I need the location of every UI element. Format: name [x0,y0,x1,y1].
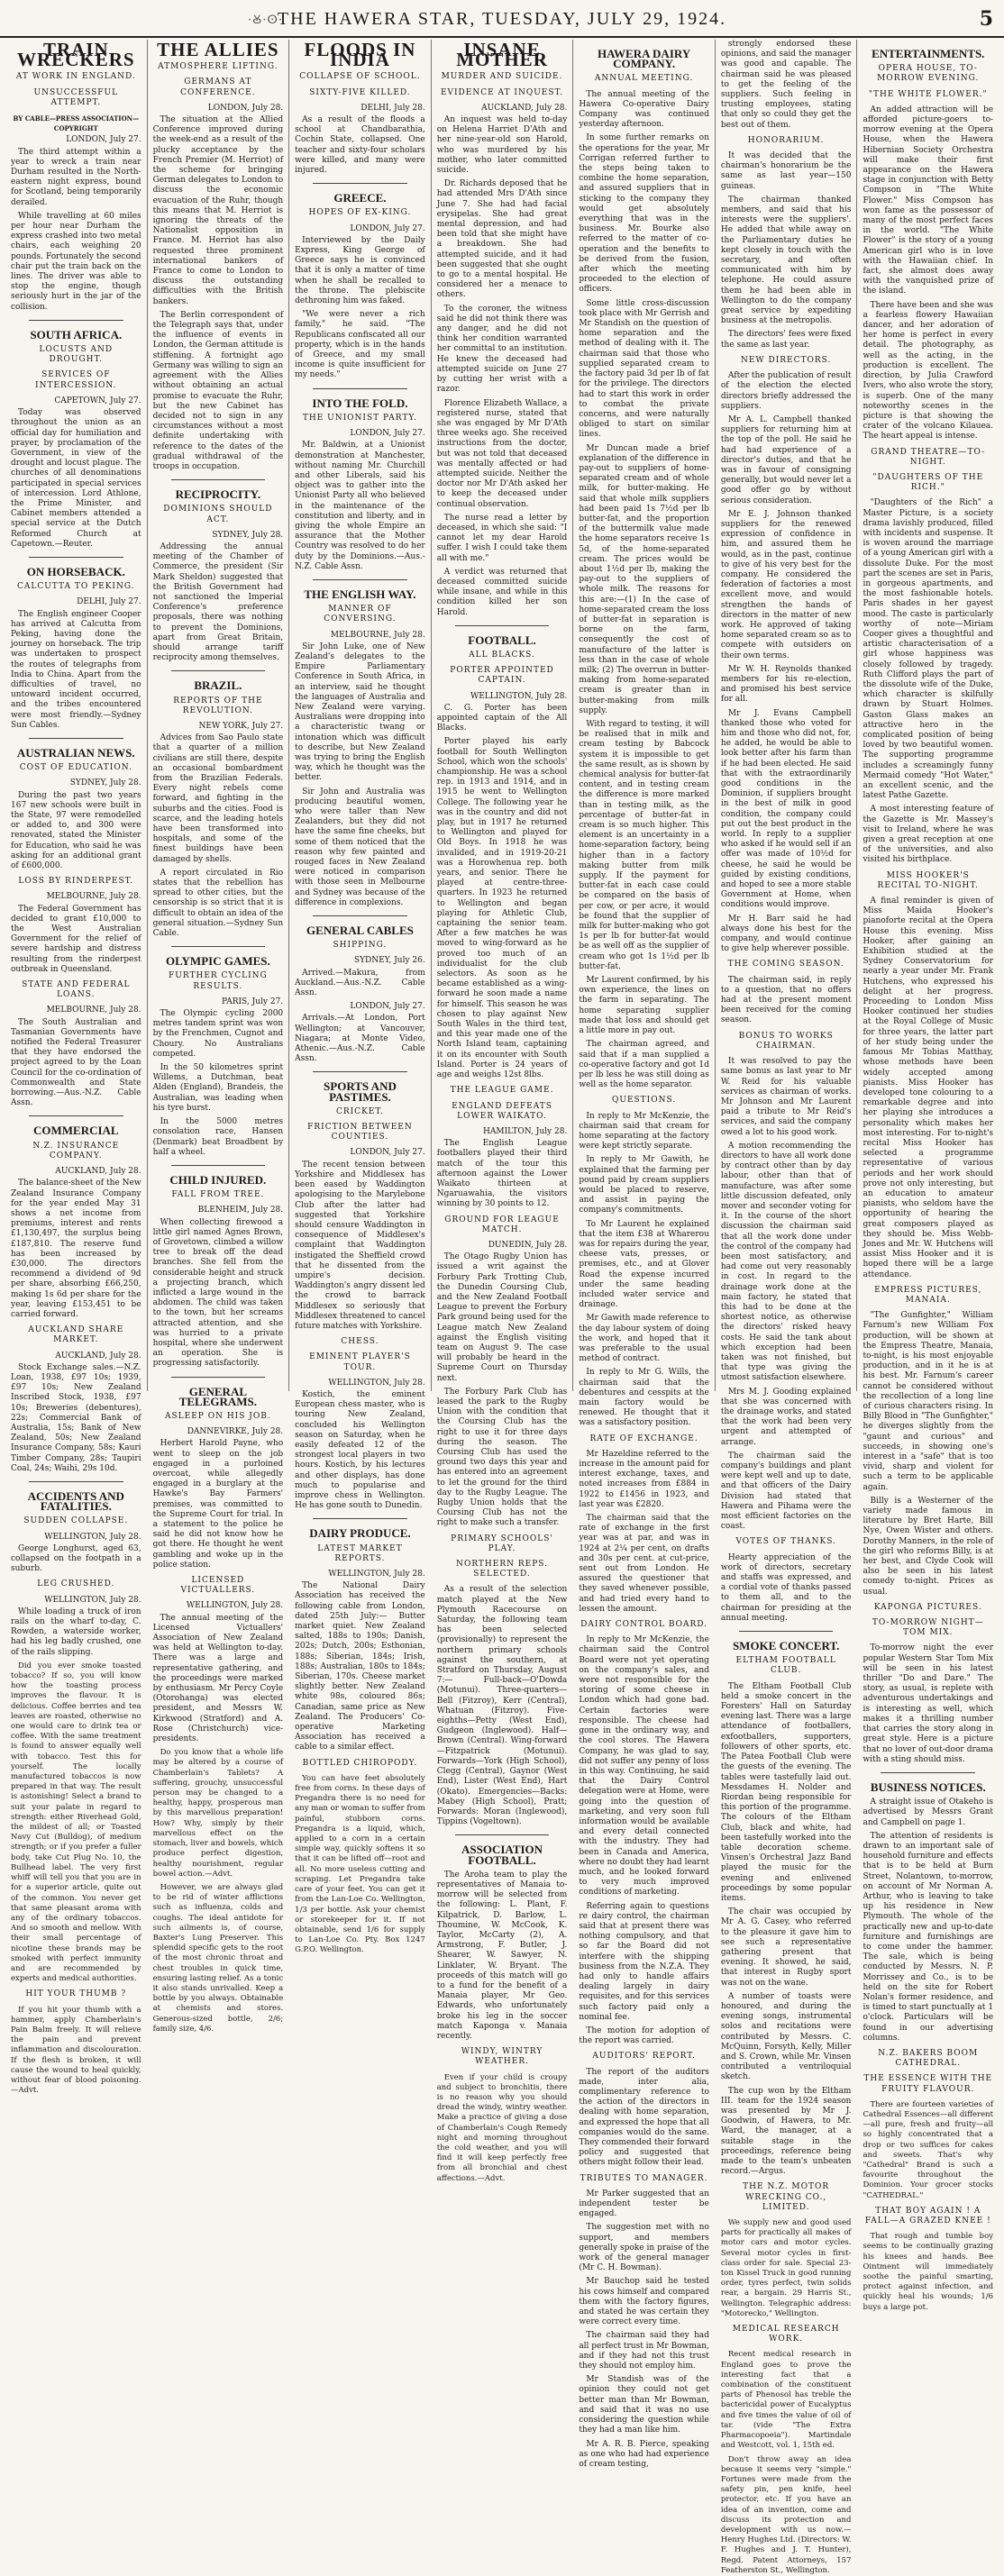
subheading: VOTES OF THANKS. [735,1537,836,1547]
paragraph: There have been and she was a fearless flowery Hawaiian dancer, and her adoration of her home is perfect in every detail. The photography, as well as the acting, in the production is excellent. The direction, by Julia Crawford Ivers, who also wrote the story, is superb. One of the many noteworthy scenes in the picture is that showing the crater of the volcano Kilauea. The heart appeal is intense. [863,300,994,441]
subheading: CHESS. [341,1337,379,1347]
paragraph: In reply to Mr Gawith, he explained that the farming per pound paid by cream suppliers would be placed to reserve, and assist in paying the company's commitments. [579,1155,709,1215]
paragraph: Billy is a Westerner of the variety made famous in literature by Bret Harte, Bill Nye, Owen Wister and others. Dorothy Manners, in the role of the girl who reforms Billy, is at her best, and Clyde Cook will also be seen in his latest comedy to-night. Prices as usual. [863,1496,994,1597]
headline: FLOODS IN INDIA [304,39,416,71]
paragraph: Addressing the annual meeting of the Chamber of Commerce, the president (Sir Mark Sheldon) suggested that the British Government had not sanctioned the Imperial Conference's preference proposals, there was nothing to prevent the Dominions, apart from Great Britain, should arrange tariff reciprocity among themselves. [152,542,284,663]
dateline: SYDNEY, July 28. [69,778,141,788]
dateline: WELLINGTON, July 28. [328,1378,425,1388]
paragraph: Mr Hazeldine referred to the increase in the amount paid for interest exchange, taxes, and noted increases from £884 in 1922 to £1456 in 1923, and last year was £2820. [579,1449,709,1509]
divider [171,670,266,671]
subheading: N.Z. INSURANCE COMPANY. [32,1141,120,1161]
column-7 [857,40,999,2312]
paragraph: After the publication of result of the election the elected directors briefly addressed the suppliers. [720,371,852,411]
advertisement: Don't throw away an idea because it seems very "simple." Fortunes were made from the safety pin, pen knife, heel protector, etc. If you have an idea of an invention, come and discuss its protection and development with us now.—Henry Hughes Ltd. (Directors: W. F. Hughes and J. T. Hunter), Regd. Patent Attorneys, 157 Featherston St., Wellington. [720,2454,852,2575]
subheading: QUESTIONS. [611,1096,677,1106]
paragraph: Arrivals.—At London, Port Wellington; at Vancouver, Niagara; at Monte Video, Athenic.—Aus.-N.Z. Cable Assn. [295,1014,425,1064]
subheading: ATMOSPHERE LIFTING. [158,62,278,72]
dateline: DANNEVIRKE, July 28. [187,1427,284,1437]
paragraph: The Forbury Park Club has leased the park to the Rugby Union with the condition that the Coursing Club has the right to use it for three days during the season. The Coursing Club has used the ground two days this year and has entered into an agreement to let the ground for the third day to the Rugby League. The Rugby Union holds that the Coursing Club has not the right to make such a transfer. [436,1387,568,1528]
paragraph: Some little cross-discussion took place with Mr Gerrish and Mr Standish on the question of home separation and the method of dealing with it. The chairman said that those who supplied separated cream to the factory paid 3d per lb of fat for the privilege. The directors had to start this work in order to combat the private concerns, and were naturally obliged to start on similar lines. [579,298,709,440]
paragraph: "The Gunfighter," William Farnum's new William Fox production, will be shown at the Empress Theatre, Manaia, to-night, is his most enjoyable production, and in it he is at his best. Mr. Farnum's career cannot be considered without the recollection of a long line of curious characters rising. In Billy Blood in "The Gunfighter," he diverges slightly from the "gaunt and curious" and succeeds, in showing one's interest in a "safe" that is too vivid, sharp and violent for such a term to be applicable again. [863,1311,994,1492]
headline: AUSTRALIAN NEWS. [16,745,135,760]
paragraph: The English League footballers played their third match of the tour this afternoon against the Lower Waikato thirteen at Ngaruawahia, the visitors winning by 30 points to 12. [436,1139,568,1209]
divider [29,557,123,558]
paragraph: Mr J. Evans Campbell thanked those who voted for him and those who did not, for, he added, he would be able to look better after his farm than if he had been elected. He said that with the extraordinarily good conditions in the Dominion, if suppliers brought in the best of milk in good condition, the company could put out the best product in the world. In reply to a supplier who asked if he would sell if an offer was made of 10½d for cheese, he said he would be guided by existing conditions, and hoped to see a more stable Government at Home, when conditions would improve. [720,708,852,910]
subheading: HIT YOUR THUMB ? [25,1989,127,1999]
dateline: PARIS, July 27. [221,997,284,1006]
subheading: RATE OF EXCHANGE. [589,1434,698,1443]
subheading: BOTTLED CHIROPODY. [302,1758,418,1768]
paragraph: Hearty appreciation of the work of directors, secretary and staffs was expressed, and a cordial vote of thanks passed to them all, and to the chairman for presiding at the annual meeting. [720,1552,852,1623]
paragraph: Mr Standish was of the opinion they could not get better man than Mr Bowman, and said that it was no use considering the question while they had a man like him. [579,2375,709,2435]
subheading: SHIPPING. [333,941,388,951]
paragraph: Dr. Richards deposed that he had attended Mrs D'Ath since June 7. She had had facial erysipelas. She had great mental depression, and had been told that she might have a breakdown. She had attempted suicide, and it had been suggested that she ought to go to a mental hospital. He considered her a menace to others. [436,179,568,300]
headline: GREECE. [333,191,387,205]
subheading: LOCUSTS AND DROUGHT. [39,345,114,365]
paragraph: To the coroner, the witness said he did not think there was any danger, and he did not think her condition warranted her committal to an institution. He knew the deceased had attempted suicide on June 27 by cutting her wrist with a razor. [436,304,568,395]
subheading: ALL BLACKS. [469,650,535,660]
paragraph: Mr Duncan made a brief explanation of the difference in pay-out to suppliers of home-separated cream and of whole milk, for butter-making. He said that whole milk suppliers had been paid 1s 7½d per lb butter-fat, and the proportion of the buttermilk value made the home separators receive 1s 5d, of the home-separated cream. The prices would be about 1½d per lb, making the pay-out to the suppliers of whole milk. The reasons for this are:—(1) In the case of home-separated cream the loss of butter-fat in separation is borne on the farm, consequently the cost of manufacture of the latter is less than in the case of whole milk; (2) The overrun in butter-making from home-separated cream is greater than in butter-making from milk supply. [579,443,709,715]
subheading: FURTHER CYCLING RESULTS. [169,971,268,991]
paragraph: The Aroha team to play the representatives of Manaia to-morrow will be selected from the following: L. Plant, F. Kilpatrick, D. Barlow, L. Thoumine, W. McCook, K. Taylor, McCarty (2), A. Armstrong, F. Butler, J. Shearer, W. Sawyer, N. Linklater, W. Bryant. The proceeds of this match will go to a fund for the benefit of a Manaia player, Mr Geo. Edwards, who unfortunately broke his leg in the soccer match Kaponga v. Manaia recently. [436,1870,568,2041]
paragraph: Arrived.—Makura, from Auckland.—Aus.-N.Z. Cable Assn. [295,968,425,998]
headline: INTO THE FOLD. [312,396,408,410]
divider [881,1772,975,1773]
dateline: HAMILTON, July 28. [483,1126,568,1136]
paragraph: In reply to Mr G. Wills, the chairman said that the debentures and cesspits at the main factory would be renewed. He thought that it was a satisfactory position. [579,1368,709,1428]
subheading: SERVICES OF INTERCESSION. [35,370,117,390]
divider [455,1834,550,1835]
subheading: ENGLAND DEFEATS LOWER WAIKATO. [452,1101,552,1121]
subheading: "DAUGHTERS OF THE RICH." [872,472,984,493]
subheading: REPORTS OF THE REVOLUTION. [173,696,263,715]
advertisement: That rough and tumble boy seems to be continually grazing his knees and hands. Bee Ointment will immediately soothe the painful smarting, protect against infection, and quickly heal his wounds; 1/6 buys a large pot. [863,2232,994,2312]
headline: THE ENGLISH WAY. [304,587,416,601]
subheading: EMINENT PLAYER'S TOUR. [309,1352,411,1372]
headline: RECIPROCITY. [175,487,261,502]
subheading: TRIBUTES TO MANAGER. [580,2173,708,2183]
divider [171,946,266,947]
paragraph: Sir John and Australia was producing beautiful women, who were taller than New Zealanders, but they did not have the same fine cheeks, but some of them noticed that the reason why few painted and rouged faces in New Zealand were noticed in comparison with those seen in Melbourne and Sydney was because of the difference in complexions. [295,787,425,907]
paragraph: An added attraction will be afforded picture-goers to-morrow evening at the Opera House, when the Hawera Hibernian Society Orchestra will make their first appearance on the Hawera stage in conjunction with Betty Compson in "The White Flower." Miss Compson has won fame as the possessor of many of the most perfect faces in the world. "The White Flower" is the story of a young American girl who is in love with the Hawaiian chief. In fact, she almost does away with the vanquished prize of the island. [863,105,994,296]
subheading: DAIRY CONTROL BOARD. [580,1620,708,1630]
paragraph: While travelling at 60 miles per hour near Durham the express crashed into two metal chairs, each weighing 20 pounds. Fortunately the second chair put the train back on the lines. The driver was able to stop the engine, though seriously hurt in the jar of the collision. [11,211,141,312]
dateline: WELLINGTON, July 28. [186,1601,284,1611]
divider [313,1518,407,1519]
headline: ENTERTAINMENTS. [872,47,985,60]
paragraph: To-morrow night the ever popular Western Star Tom Mix will be seen in his latest thriller "Do and Dare." The story, as usual, is replete with adventurous undertakings and is interesting as well, which makes it a thrilling number that carries the story along in great style. Here is a picture that no lover of out-door drama with a sting should miss. [863,1643,994,1764]
subheading: MEDICAL RESEARCH WORK. [732,2325,840,2344]
dateline: SYDNEY, July 26. [353,956,425,966]
paragraph: The recent tension between Yorkshire and Middlesex has been eased by Waddington apologising to the Marylebone Club after the latter had suggested that Yorkshire should censure Waddington in consequence of Middlesex's complaint that Waddington instigated the Sheffield crowd that he dissented from the umpire's decision. Waddington's angry dissent led the crowd to barrack Middlesex so seriously that Middlesex threatened to cancel future matches with Yorkshire. [295,1160,425,1331]
paragraph: The chairman thanked members, and said that his interests were the suppliers'. He added that while away on the Parliamentary duties he kept closely in touch with the secretary, and often communicated with him by telephone. He could assure them he had been able in Wellington to do the company great service by expediting business at the metropolis. [720,195,852,326]
subheading: THE ESSENCE WITH THE FRUITY FLAVOUR. [863,2074,993,2094]
divider [171,1165,266,1166]
newspaper-title: THE HAWERA STAR, TUESDAY, JULY 29, 1924. [277,9,727,29]
page-number: 5 [979,7,993,31]
headline: SOUTH AFRICA. [30,327,123,341]
paragraph: An inquest was held to-day on Helena Harriet D'Ath and her nine-year-old son Harold, who was murdered by his mother, who later committed suicide. [436,115,568,176]
subheading: PRIMARY SCHOOLS' PLAY. [451,1534,553,1553]
paragraph: The Federal Government has decided to grant £10,000 to the West Australian Government for the relief of severe hardship and distress resulting from the rinderpest outbreak in Queensland. [11,904,141,974]
subheading: FRICTION BETWEEN COUNTIES. [307,1123,413,1142]
paragraph: Today was observed throughout the union as an official day for humiliation and prayer, by proclamation of the Government, in view of the drought and locust plague. The churches of all denominations participated in special services of intercession. Lord Athlone, the Prime Minister, and Cabinet members attended a special service at the Dutch Reformed Church at Capetown.—Reuter. [11,408,141,549]
divider [455,625,550,626]
paragraph: The English engineer Cooper has arrived at Calcutta from Peking, having done the journey on horseback. The trip was undertaken to prospect the routes of telegraphs from India to China. Apart from the difficulties of travel, no untoward incident occurred, and the tribes encountered were most friendly.—Sydney Sun Cables. [11,609,141,730]
column-1 [5,39,148,2096]
divider [29,738,123,739]
headline: BUSINESS NOTICES. [870,1780,986,1794]
paragraph: The suggestion met with no support, and members generally spoke in praise of the work of the general manager (Mr C. H. Bowman). [579,2223,709,2273]
dateline: DELHI, July 27. [77,597,141,607]
paragraph: A most interesting feature of the Gazette is Mr. Massey's visit to Ireland, where he was given a great reception at one of the universities, and also visited his birthplace. [863,805,994,865]
subheading: LICENSED VICTUALLERS. [180,1576,256,1596]
divider [313,183,407,184]
dateline: LONDON, July 27. [350,1002,425,1012]
dateline: MELBOURNE, July 28. [330,630,425,640]
paragraph: Interviewed by the Daily Express, King George of Greece says he is convinced that it is only a matter of time when he shall be recalled to the throne. The plebiscite dethroning him was faked. [295,235,425,306]
subheading: ELTHAM FOOTBALL CLUB. [735,1656,836,1676]
column-4 [432,39,574,2183]
headline: FOOTBALL. [468,633,536,647]
dateline: AUCKLAND, July 28. [55,1167,141,1177]
subheading: GERMANS AT CONFERENCE. [180,77,256,97]
subheading: EVIDENCE AT INQUEST. [440,87,564,97]
subheading: ASLEEP ON HIS JOB. [165,1411,271,1421]
subheading: THE COMING SEASON. [727,960,844,969]
subheading: NORTHERN REPS. SELECTED. [456,1560,548,1579]
paragraph: The annual meeting of the Hawera Co-operative Dairy Company was continued yesterday afternoon. [579,89,709,130]
subheading: SIXTY-FIVE KILLED. [309,87,411,97]
paragraph: The National Dairy Association has received the following cable from London, dated 25th July:— Butter market quiet. New Zealand salted, 188s to 190s; Danish, 202s; Dutch, 200s; Esthonian, 188s; Siberian, 184s; Irish, 188s; Australian, 180s to 184s; Siberian, 170s. Cheese market slightly better. New Zealand white 98s, coloured 86s; Canadian, same price as New Zealand. The Producers' Co-operative Marketing Association has received a cable to a similar effect. [295,1581,425,1752]
paragraph: Mr Gawith made reference to the day labour system of doing the work, and hoped that it was preferable to the usual method of contract. [579,1314,709,1364]
headline: CHILD INJURED. [169,1172,267,1187]
advertisement: You can have feet absolutely free from corns. In these days of Pregandra there is no need for any man or woman to suffer from painful, stubborn corns. Pregandra is a liquid, which, applied to a corn in a certain simple way, quickly softens it so that it can be lifted off—root and all. No more useless cutting and scraping. Let Pregandra take care of your feet. You can get it from the Lan-Loe Co. Wellington, 1/3 per bottle. Ask your chemist or storekeeper for it. If not obtainable, send 1/6 for supply to Lan-Loe Co. Pty. Box 1247 G.P.O. Wellington. [295,1773,425,1955]
dateline: WELLINGTON, July 28. [328,1570,425,1579]
headline: DAIRY PRODUCE. [309,1526,411,1541]
dateline: AUCKLAND, July 28. [481,103,568,113]
subheading: PORTER APPOINTED CAPTAIN. [450,666,554,686]
paragraph: The Eltham Football Club held a smoke concert in the Foresters' Hall on Saturday evening last. There was a large attendance of footballers, exfootballers, supporters, followers of other sports, etc. The Patea Football Club were the guests of the evening. The tables were tastefully laid out. Messdames H. Nolder and Riordan being responsible for this portion of the programme. The colours of the Eltham Club, black and white, had been tastefully worked into the table decoration scheme. Vinsen's Orchestral Jazz Band played the music for the evening and enlivened proceedings by some popular items. [720,1681,852,1903]
headline: GENERAL CABLES [306,924,414,938]
column-5 [573,40,716,2469]
headline: INSANE MOTHER [456,39,548,71]
dateline: WELLINGTON, July 28. [44,1595,141,1605]
subheading: CALCUTTA TO PEKING. [16,582,135,592]
cable-credit: BY CABLE—PRESS ASSOCIATION—COPYRIGHT [13,114,140,133]
subheading: WINDY, WINTRY WEATHER. [461,2047,543,2067]
paragraph: Mr. Baldwin, at a Unionist demonstration at Manchester, without naming Mr. Churchill and other Liberals, said his object was to gather into the Unionist Party all who believed in the maintenance of the constitution and liberty, and in giving the whole Empire an assurance that the Mother Country was resolved to do her duty by the Dominions.—Aus.-N.Z. Cable Assn. [295,441,425,571]
dateline: LONDON, July 27. [350,223,425,233]
paragraph: As a result of the selection match played at the New Plymouth Racecourse on Saturday, the following team has been selected (provisionally) to represent the northern primary schools against the southern, at Stratford on Thursday, August 7:— Full-back—O'Dowda (Motunui). Three-quarters—Bell (Fitzroy), Kerr (Central), Whatuan (Fitzroy). Five-eighths—Petty (West End), Gudgeon (Inglewood). Half—Brown (Central). Wing-forward—Fitzpatrick (Motunui). Forwards—York (High School), Clegg (Central), Gaynor (West End), Lister (West End), Hart (Okato). Emergencies—Backs: Mabey (High School), Pratt; Forwards: Moran (Inglewood), Tippins (Vogeltown). [436,1585,568,1827]
paragraph: In reply to Mr McKenzie, the chairman said that cream for home separating at the factory were kept strictly separate. [579,1111,709,1151]
paragraph: Florence Elizabeth Wallace, a registered nurse, stated that she was engaged by Mr D'Ath three weeks ago. She received instructions from the doctor, but was not told that deceased was mentally affected or had attempted suicide. Neither the doctor nor Mr D'Ath asked her to keep the deceased under continual observation. [436,398,568,509]
paragraph: The chairman said the company's buildings and plant were kept well and up to date, and that officers of the Dairy Division had stated that Hawera and Pihama were the most efficient factories on the coast. [720,1451,852,1532]
dateline: BLENHEIM, July 28. [197,1206,284,1215]
advertisement: Did you ever smoke toasted tobacco? If so, you will know how the toasting process improves the flavour. It is delicious. Coffee berries and tea leaves are roasted, otherwise no one would care to drink tea or coffee. With the same treatment is found to answer equally well with tobacco. Test this for yourself. The locally manufactured tobaccos is now prepared in that way. The result is astonishing! Select a brand to suit your palate in regard to strength: either Riverhead Gold, the mildest of all; or Toasted Navy Cut (Bulldog), of medium strength; or if you prefer a fuller body, take Cut Plug No. 10, the Bullhead label. The very first whiff will tell you that you are in for a superior article, quite out of the common. You never get that same pleasant aroma with any of the ordinary tobaccos. And so smooth and mellow. With their small percentage of nicotine these brands may be smoked with perfect immunity and are recommended by experts and medical authorities. [11,1661,141,1984]
paragraph: Sir John Luke, one of New Zealand's delegates to the Empire Parliamentary Conference in South Africa, in an interview, said he thought the languages of Australia and New Zealand were varying. Australians were dropping into a characteristic twang or intonation which was difficult to describe, but New Zealand was trying to bring the English way, which he thought was the better. [295,642,425,783]
subheading: LATEST MARKET REPORTS. [317,1543,403,1563]
divider [313,388,407,389]
paragraph: A verdict was returned that deceased committed suicide while insane, and while in this condition killed her son Harold. [436,567,568,617]
paragraph: The situation at the Allied Conference improved during the week-end as a result of the plucky acceptance by the French Premier (M. Herriot) of the scheme for bringing German delegates to London to discuss the economic evacuation of the Ruhr, though this means that M. Herriot is ignoring the threats of the Nationalist opposition in France. M. Herriot has also requested three prominent international bankers of France to come to London to discuss the outstanding difficulties with the British bankers. [152,115,284,306]
masthead [0,0,1004,38]
headline: COMMERCIAL [32,1124,119,1138]
paragraph: "Daughters of the Rich" a Master Picture, is a society drama lavishly produced, filled with incidents and suspense. It is woven around the marriage of a young American girl with a dissolute Duke. For the most part the scenes are set in Paris, in gorgeous apartments, and the most fashionable hotels. Paris shades in her gayest mood. The caste is particularly worthy of note—Miriam Cooper gives a thoughtful and artistic characterisation of a girl whose happiness was closely followed by tragedy. Ruth Clifford plays the part of the dissolute wife of the Duke, which character is skilfully drawn by Stuart Holmes. Gaston Glass makes an attractive hero in the complicated position of being loved by two beautiful women. The supporting programme includes a screamingly funny Mermaid comedy "Hot Water," an excellent scenic, and the latest Pathe Gazette. [863,498,994,801]
paragraph: The Otago Rugby Union has issued a writ against the Forbury Park Trotting Club, the Dunedin Coursing Club, and the New Zealand Football League to prevent the Forbury Park ground being used for the League match New Zealand against the English visiting team on August 9. The case will probably be heard in the Supreme Court on Thursday next. [436,1252,568,1383]
paragraph: Mr Parker suggested that an independent tester be engaged. [579,2189,709,2219]
paragraph: Mr H. Barr said he had always done his best for the company, and would continue to give help wherever possible. [720,914,852,954]
headline: OLYMPIC GAMES. [165,954,270,969]
headline: SMOKE CONCERT. [732,1639,840,1653]
paragraph: Porter played his early football for South Wellington School, which won the schools' championship. He was a school rep. in 1913 and 1914, and in 1915 he went to Wellington College. The following year he was in the country and did not play, but in 1917 he returned to Wellington and played for Old Boys. In 1918 he was invalided, and in 1919-20-21 was a Horowhenua rep. both years, and senior. There he played at centre-three-quarters. In 1923 he returned to Wellington and began playing for Athletic Club, captaining the senior team. After a few matches he was moved to wing-forward as he proved too much of an individualist for the club selectors. As soon as he became established as a wing-forward he soon made a name for himself. This season he was chosen to play against New South Wales in the third test, and this year made one of the North Island team, captaining it on its encounter with South Island. Porter is 24 years of age and weighs 12st 8lbs. [436,737,568,1080]
paragraph: Mr A. R. B. Pierce, speaking as one who had had experience of cream testing, [579,2439,709,2469]
subheading: COST OF EDUCATION. [19,763,132,773]
subheading: THAT BOY AGAIN ! A FALL—A GRAZED KNEE ! [864,2206,991,2226]
paragraph: The chairman said, in reply to a question, that no offers had at the present moment been received for the coming season. [720,975,852,1025]
dateline: LONDON, July 27. [66,135,141,145]
advertisement: Do you know that a whole life may be altered by a course of Chamberlain's Tablets? A suffering, grouchy, unsuccessful person may be changed to a healthy, happy, prosperous man by this marvellous preparation! How? Why, simply by their marvellous effect on the stomach, liver and bowels, which produce perfect digestion, healthy nourishment, regular bowel action.—Advt. [152,1748,284,1879]
advertisement: Recent medical research in England goes to prove the interesting fact that a combination of the constituent parts of Phenosol has treble the bactericidal power of Eucalyptus and five times the value of oil of tar. (vide "The Extra Pharmacopoeia"). Martindale and Westcott, vol. 1, 15th ed. [720,2350,852,2451]
paragraph: The Olympic cycling 2000 metres tandem sprint was won by the Frenchmen, Cugnot and Choury. No Australians competed. [152,1009,284,1059]
advertisement: If you hit your thumb with a hammer, apply Chamberlain's Pain Balm freely. It will relieve the pain and prevent inflammation and discolouration. If the flesh is broken, it will cause the wound to heal quickly, without fear of blood poisoning.—Advt. [11,2005,141,2096]
columns [5,39,999,2575]
dateline: NEW YORK, July 27. [198,721,284,731]
subheading: AUCKLAND SHARE MARKET. [28,1325,124,1345]
dateline: CAPETOWN, July 27. [54,396,141,405]
subheading: FALL FROM TREE. [171,1190,265,1200]
paragraph: The South Australian and Tasmanian Governments have notified the Federal Treasurer that they have endorsed the project agreed to by the Loan Council for the co-ordination of Commonwealth and State borrowing.—Aus.-N.Z. Cable Assn. [11,1017,141,1108]
advertisement: Even if your child is croupy and subject to bronchitis, there is no reason why you should dread the windy, wintry weather. Make a practice of giving a dose of Chamberlain's Cough Remedy night and morning throughout the cold weather, and you will find it will keep perfectly free from all bronchial and chest affections.—Advt. [436,2072,568,2183]
advertisement: However, we are always glad to be rid of winter afflictions such as influenza, colds and coughs. The ideal antidote for such ailments is, of course, Baxter's Lung Preserver. This splendid specific gets to the root of the most chronic throat and chest troubles in quick time, ensuring lasting relief. As a tonic it also stands unrivalled. Keep a bottle by you always. Obtainable at chemists and stores. Generous-sized bottle, 2/6; family size, 4/6. [152,1882,284,2034]
paragraph: The cup won by the Eltham III. team for the 1924 season was presented by Mr J. Goodwin, of Hawera, to Mr. Ward, the manager, at a suitable stage in the proceedings, reference being made to the team's unbeaten record.—Argus. [720,2086,852,2177]
subheading: CRICKET. [335,1106,384,1116]
subheading: N.Z. BAKERS BOOM CATHEDRAL. [878,2048,979,2069]
subheading: AT WORK IN ENGLAND. [15,72,136,82]
subheading: MISS HOOKER'S RECITAL TO-NIGHT. [877,870,979,890]
paragraph: The attention of residents is drawn to an important sale of household furniture and effects that is to be held at Burn Street, Nolantown, to-morrow, on account of Mr Norman A. Arthur, who is leaving to take up his residence in New Plymouth. The whole of the practically new and up-to-date furniture and furnishings are to come under the hammer. The sale, which is being conducted by Messrs. N. P. Morrissey and Co., is to be held on the site for Robert Nolan's former residence, and is timed to start punctually at 1 o'clock. Particulars will be found in our advertising columns. [863,1831,994,2043]
dateline: MELBOURNE, July 28. [46,892,141,902]
paragraph: The directors' fees were fixed the same as last year. [720,330,852,350]
subheading: THE N.Z. MOTOR WRECKING CO., LIMITED. [743,2182,830,2212]
headline: THE ALLIES [157,39,279,60]
paragraph: During the past two years 167 new schools were built in the State, 97 were remodelled or added to, and 300 were renovated, stated the Minister for Education, who said he was asking for an additional grant of £600,000. [11,790,141,871]
paragraph: Herbert Harold Payne, who went to sleep on the job engaged in a purloined overcoat, while allegedly engaged in a burglary at the Hawke's Bay Farmers' premises, was committed to the Supreme Court for trial. In a statement to the police he said he did not know how he got there. He thought he went gambling and woke up in the police station. [152,1439,284,1570]
headline: SPORTS AND PASTIMES. [324,1079,397,1104]
subheading: THE LEAGUE GAME. [450,1086,554,1096]
dateline: WELLINGTON, July 28. [470,691,568,701]
paragraph: With regard to testing, it will be realised that in milk and cream testing by Babcock system it is impossible to get the same result, as is shown by chemical analysis for butter-fat content, and in testing cream the difference is more marked than in testing milk, as the percentage of butter-fat in cream is so much higher. This element is an uncertainty in a home-separation factory, being higher than in a factory making butter from milk supply. If the payment for butter-fat in each case could be compared on the basis of per cow, or per acre, it would be found that the supplier of milk for butter-making who got 1s per lb for butter-fat would be as well off as the supplier of cream who got 1s 1½d per lb butter-fat. [579,720,709,971]
subheading: NEW DIRECTORS. [740,355,832,365]
headline: ASSOCIATION FOOTBALL. [461,1843,543,1867]
subheading: "THE WHITE FLOWER." [868,89,988,99]
paragraph: The Berlin correspondent of the Telegraph says that, under the influence of events in London, the German attitude is stiffening. A fortnight ago Germany was willing to sign an agreement with the Allies without obtaining an actual promise to evacuate the Ruhr, but the new Cabinet has decided not to sign in any circumstances without a most definite undertaking with reference to the dates of the gradual withdrawal of the troops in occupation. [152,310,284,471]
headline: BRAZIL. [194,678,242,693]
divider [171,479,266,480]
paragraph: Mr Bauchop said he tested his cows himself and compared them with the factory figures, and stated he was certain they were correct every time. [579,2277,709,2327]
subheading: LOSS BY RINDERPEST. [18,877,134,887]
subheading: THE UNIONIST PARTY. [302,413,418,423]
headline: TRAIN WRECKERS [17,39,135,71]
paragraph: Mr A. L. Campbell thanked suppliers for returning him at the top of the poll. He said he had had experience of a director's duties, and that he was in favour of consigning generally, but would never let a good offer go by without serious consideration. [720,414,852,505]
paragraph: A motion recommending the directors to have all work done by contract other than by day labour, other than that of manufacture, was after some little discussion defeated, only mover and seconder voting for it. In the course of the short discussion the chairman said that all the work done under the control of the company had been most satisfactory, and had come out very reasonably in cost. In regard to the drainage work done at the main factory, he stated that this had to be done at the shortest notice, as otherwise the directors' risked heavy costs. He said the tank about which exception had been taken was not finished, but that type was giving the utmost satisfaction elsewhere. [720,1141,852,1383]
subheading: DOMINIONS SHOULD ACT. [163,505,273,524]
paragraph: It was resolved to pay the same bonus as last year to Mr W. Reid for his valuable services as chairman of works. Mr Johnson and Mr Laurent paid a tribute to Mr Reid's services, and said the company owed a lot to his good work. [720,1057,852,1137]
paragraph: The chair was occupied by Mr A. G. Casey, who referred to the pleasure it gave him to see such a representative gathering present that evening. It showed, he said, that interest in Rugby sport was not on the wane. [720,1907,852,1988]
advertisement: There are fourteen varieties of Cathedral Essences—all different—all pure, fresh and fruity—all so highly concentrated that a drop or two suffices for cakes and sweets. That's why "Cathedral" Brand is such a favourite throughout the Dominion. Your grocer stocks "CATHEDRAL." [863,2099,994,2200]
subheading: GROUND FOR LEAGUE MATCH. [444,1215,560,1234]
paragraph: A straight issue of Otakeho is advertised by Messrs Grant and Campbell on page 1. [863,1798,994,1827]
paragraph: strongly endorsed these opinions, and said the manager was good and capable. The chairman said he was pleased to get the feeling of the suppliers. Such feeling in trusting employees, stating that only so could they get the best out of them. [720,40,852,130]
subheading: LEG CRUSHED. [37,1579,115,1589]
headline: HAWERA DAIRY COMPANY. [598,47,691,71]
paragraph: Mr Laurent confirmed, by his own experience, the lines on the farm in separating. The home separating supplier made that loss and should get a little more in pay out. [579,976,709,1036]
advertisement: We supply new and good used parts for practically all makes of motor cars and motor cycles. Several motor cycles in first-class order for sale. Special 23-ton Kissel Truck in good running order, tyres perfect, twin solids rear, a bargain. 29 Harris St., Wellington. Telegraphic address: "Motorecko," Wellington. [720,2218,852,2318]
paragraph: The motion for adoption of the report was carried. [579,2025,709,2046]
divider [739,1631,834,1632]
paragraph: Mr E. J. Johnson thanked suppliers for the renewed expression of confidence in him, and assured them he would, as in the past, continue to give of his very best for the company. He considered the federation of factories a most excellent move, and would strengthen the hands of directors in the matter of new work. He approved of taking home separated cream so as to compete with outsiders on their own terms. [720,509,852,660]
subheading: GRAND THEATRE—TO-NIGHT. [871,447,986,467]
divider [29,1115,123,1116]
dateline: DUNEDIN, July 28. [488,1240,568,1250]
headline: GENERAL TELEGRAMS. [178,1384,258,1408]
paragraph: The third attempt within a year to wreck a train near Durham resulted in the North-eastern night express, bound for Scotland, being temporarily derailed. [11,147,141,207]
column-3 [289,39,432,1955]
paragraph: Stock Exchange sales.—N.Z. Loan, 1938, £97 10s; 1939, £97 10s; New Zealand Inscribed Stock, 1938, £97 10s; Breweries (debentures), 22s; Commercial Bank of Australia, 15s; Bank of New Zealand, 50s; New Zealand Insurance Company, 58s; Kauri Timber Company, 28s; Taupiri Coal, 24s; Waihi, 29s 10d. [11,1362,141,1473]
paragraph: In the 50 kilometres sprint Willems, a Dutchman, beat Alden (England), Brandeis, the Australian, was leading when his tyre burst. [152,1063,284,1113]
paragraph: Kostich, the eminent European chess master, who is touring New Zealand, concluded his Wellington season on Saturday, when he easily defeated 12 of the strongest local players in two hours. Kostich, by his lectures and other displays, has done much to popularise and improve chess in Wellington. He has gone south to Dunedin. [295,1389,425,1511]
paragraph: While loading a truck of iron rails on the wharf to-day, C. Rowden, a waterside worker, had his leg badly crushed, one of the rails slipping. [11,1607,141,1657]
dateline: DELHI, July 28. [361,103,425,113]
paragraph: Advices from Sao Paulo state that a quarter of a million civilians are still there, despite an occasional bombardment from the Brazilian Federals. Every night rebels come forward, and fighting in the suburbs and the cities. Food is scarce, and the leading hotels have been transformed into hospitals, and some of the finest buildings have been damaged by shells. [152,733,284,864]
subheading: STATE AND FEDERAL LOANS. [22,980,131,1000]
divider [313,1071,407,1072]
paragraph: A final reminder is given of Miss Maida Hooker's pianoforte recital at the Opera House this evening. Miss Hooker, after gaining an Exhibition studied at the Sydney Conservatorium for nearly a year under Mr. Frank Hutchens, who expressed his delight at her progress. Proceeding to London Miss Hooker continued her studies at the Royal College of Music for three years, the latter part of her study being under the famous Mr Tobias Matthay, whose methods have been widely accepted among pianists. Miss Hooker has developed tone colouring to a remarkable degree and into her playing she introduces a personality which makes her most interesting. For to-night's recital Miss Hooker has selected a programme representative of various periods and her work should prove not only interesting, but an education to amateur pianists, who seldom have the opportunity of hearing the great composers played as they should be. Miss Webb-Jones and Mr. W. Hutchens will assist Miss Hooker and it is hoped there will be a large attendance. [863,897,994,1279]
column-2 [148,39,290,2034]
paragraph: A report circulated in Rio states that the rebellion has spread to other cities, but the censorship is so strict that it is difficult to obtain an idea of the general situation.—Sydney Sun Cable. [152,868,284,939]
dateline: AUCKLAND, July 28. [55,1351,141,1361]
paragraph: It was decided that the chairman's honorarium be the same as last year—150 guineas. [720,151,852,191]
subheading: HOPES OF EX-KING. [308,208,412,218]
paragraph: The report of the auditors made, inter alia, complimentary reference to the action of the directors in dealing with home separation, and expressed the hope that all companies would do the same. They commended their forward policy and suggested that others might follow their lead. [579,2067,709,2168]
dateline: MELBOURNE, July 28. [46,1006,141,1015]
divider [29,1481,123,1482]
divider [29,320,123,321]
paragraph: C. G. Porter has been appointed captain of the All Blacks. [436,703,568,733]
paragraph: Mrs M. J. Gooding explained that she was concerned with the drainage works, and stated that the work had been very urgent and attempted of arrange. [720,1387,852,1447]
dateline: LONDON, July 27. [350,1148,425,1158]
paragraph: To Mr Laurent he explained that the item £38 at Wharerou was for repairs during the year, cheese vats, presses, or premises, etc., and at Glover Road the expense incurred under the same heading included water service and drainage. [579,1219,709,1310]
subheading: MURDER AND SUICIDE. [441,72,563,82]
paragraph: The annual meeting of the Licensed Victuallers' Association of New Zealand was held at Wellington to-day. There was a large and representative gathering, and the proceedings were marked by enthusiasm. Mr Percy Coyle (Otorohanga) was elected president, and Messrs W. Kirkwood (Stratford) and A. Rose (Christchurch) vice-presidents. [152,1613,284,1744]
column-6 [716,40,858,2575]
paragraph: The chairman agreed, and said that if a man supplied a co-operative factory and got 1d per lb less he was still doing as well as the home separator. [579,1040,709,1090]
paragraph: "We were never a rich family," he said. "The Republicans confiscated all our property, which is in the hands of Greece, and my small income is quite insufficient for my needs." [295,310,425,380]
paragraph: George Longhurst, aged 63, collapsed on the footpath in a suburb. [11,1543,141,1574]
subheading: OPERA HOUSE, TO-MORROW EVENING. [877,64,980,84]
paragraph: The nurse read a letter by deceased, in which she said: "I cannot let my dear Harold suffer. I wish I could take them all with me." [436,513,568,563]
paragraph: When collecting firewood a little girl named Agnes Brown, of Grovetown, climbed a willow tree to break off the dead branches. She fell from the considerable height and struck a projecting branch, which inflicted a large wound in the abdomen. The child was taken to the town, but her screams attracted attention, and she was hurried to a private hospital, where she underwent an operation. She is progressing satisfactorily. [152,1217,284,1369]
subheading: MANNER OF CONVERSING. [324,605,397,624]
paragraph: The balance-sheet of the New Zealand Insurance Company for the year ended May 31 shows a net income from premiums, interest and rents £1,130,497, the surplus being £187,810. The reserve fund has been increased by £30,000. The directors recommend a dividend of 9d per share, absorbing £66,250, making 1s 6d per share for the year, leaving £153,451 to be carried forward. [11,1179,141,1319]
headline: ON HORSEBACK. [26,564,125,578]
paragraph: In the 5000 metres consolation race, Hansen (Denmark) beat Broadbent by half a wheel. [152,1117,284,1157]
subheading: EMPRESS PICTURES, MANAIA. [874,1285,982,1305]
subheading: TO-MORROW NIGHT—TOM MIX. [872,1618,984,1638]
subheading: KAPONGA PICTURES. [873,1602,982,1612]
subheading: BONUS TO WORKS CHAIRMAN. [738,1031,834,1051]
subheading: SUDDEN COLLAPSE. [23,1516,129,1526]
paragraph: Mr W. H. Reynolds thanked members for his re-election, and promised his best service for all. [720,664,852,705]
dateline: WELLINGTON, July 28. [44,1532,141,1542]
divider [313,579,407,580]
paragraph: The chairman said that the rate of exchange in the first year was at par, and was in 1924 at 2¼ per cent, on drafts and 30s per cent. at cut-price, sent out from London. He assured the questioner that they saved whenever possible, and had tried every hand to lessen the amount. [579,1514,709,1614]
dateline: SYDNEY, July 28. [212,530,284,540]
dateline: LONDON, July 28. [207,103,284,113]
paragraph: As a result of the floods a school at Chandbarathia, Cochin State, collapsed. One teacher and sixty-four scholars were killed, and many were injured. [295,115,425,176]
subheading: COLLAPSE OF SCHOOL. [299,72,421,82]
paragraph: In some further remarks on the operations for the year, Mr Corrigan referred further to the steps being taken to combine the home separation, and assured suppliers that in sticking to the company they would get absolutely everything that was in the business. Mr. Bourke also referred to the matter of co-operation and the benefits to be derived from the fusion, after which the meeting proceeded to the election of officers. [579,133,709,295]
dateline: LONDON, July 27. [350,429,425,439]
subheading: ANNUAL MEETING. [594,74,694,84]
divider [313,915,407,916]
subheading: UNSUCCESSFUL ATTEMPT. [33,87,119,107]
subheading: AUDITORS' REPORT. [592,2052,696,2062]
subheading: HONORARIUM. [747,135,825,145]
masthead-ornament: ·Ꙋ·ⵙ· [248,14,284,27]
paragraph: Referring again to questions re dairy control, the chairman said that at present there was nothing compulsory, and that so far the Board did not interfere with the shipping business from the N.Z.A. They had only to handle affairs dealing largely in dairy requisites, and for this services such factory paid only a nominal fee. [579,1901,709,2022]
paragraph: A number of toasts were honoured, and during the evening songs, instrumental solos and recitations were contributed by Messrs. C. McQuinn, Forsyth, Kelly, Miller and S. Crown, while Mr. Vinsen contributed a ventriloquial sketch. [720,1991,852,2082]
headline: ACCIDENTS AND FATALITIES. [27,1488,124,1514]
paragraph: The chairman said they had all perfect trust in Mr Bowman, and if they had not this trust they should not employ him. [579,2331,709,2371]
paragraph: In reply to Mr McKenzie, the chairman said the Control Board were not yet operating on the company's sales, and were not responsible for the storing of some cheese in London which had gone bad. Certain factories were responsible. The cheese had gone in the ordinary way, and the cool stores. The Hawera Company, he was glad to say, did not suffer any penny of loss in this way. Continuing, he said that the Dairy Control delegation were at Home, were going into the question of marketing, and very soon full information would be available and every detail connected with the industry. They had been in Canada and America, where no doubt they had learnt much, and he looked forward to very much improved conditions of marketing. [579,1635,709,1898]
divider [171,1377,266,1378]
